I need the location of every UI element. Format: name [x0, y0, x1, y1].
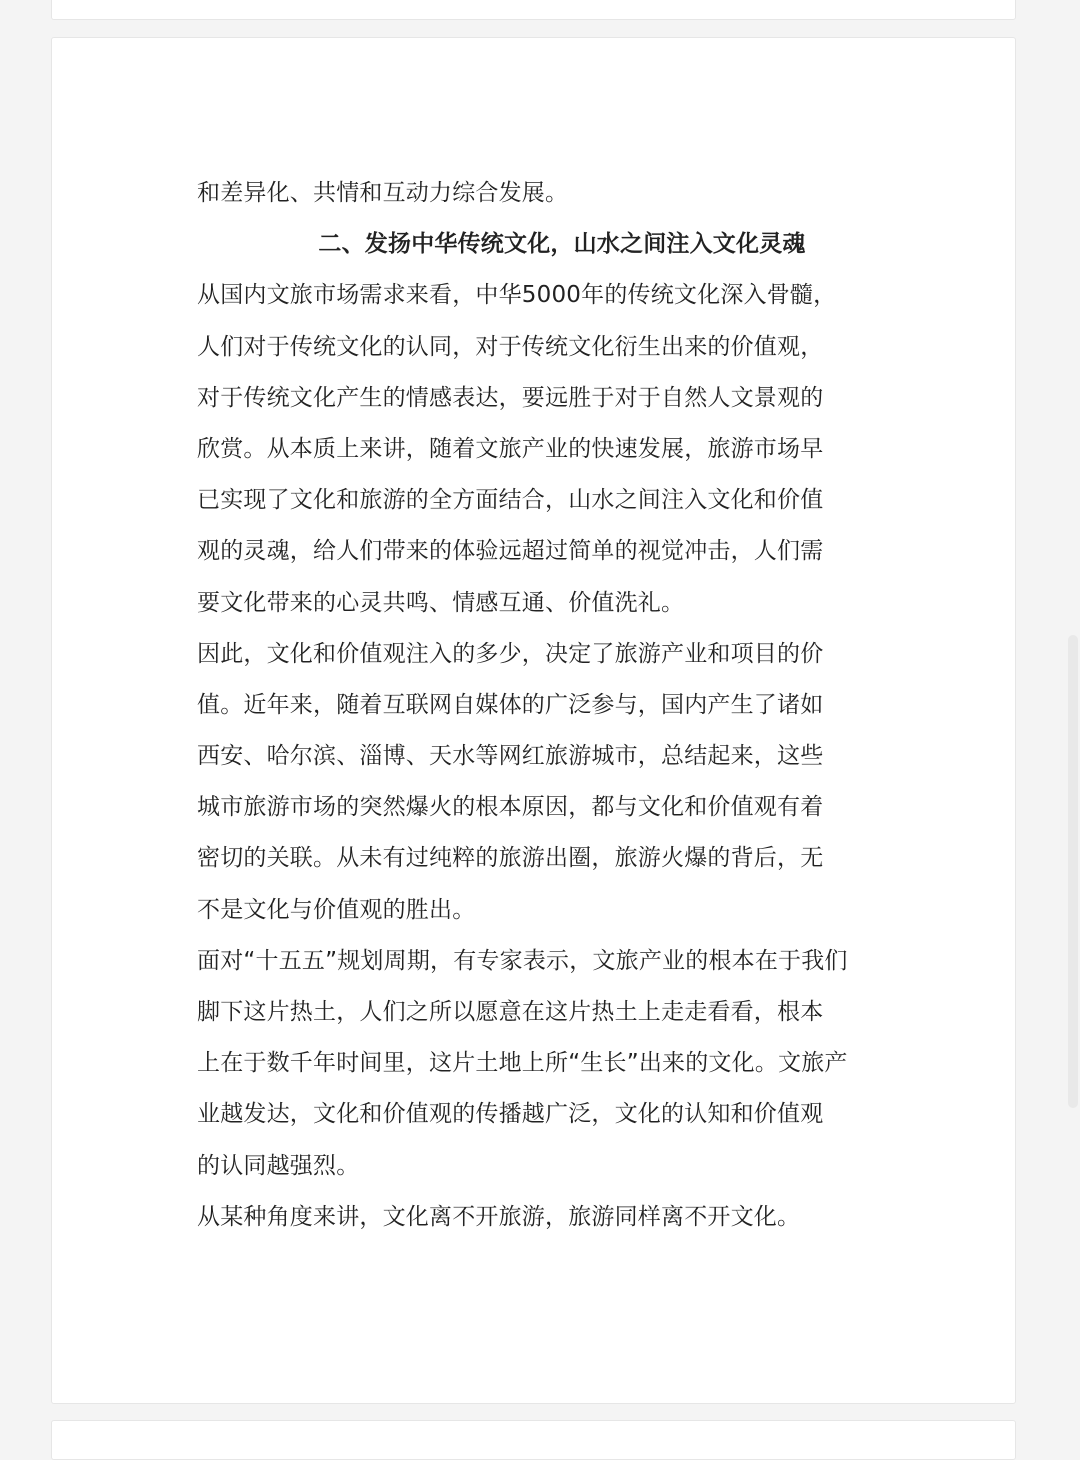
previous-card	[51, 0, 1016, 20]
text-line: 密切的关联。从未有过纯粹的旅游出圈，旅游火爆的背后，无	[197, 845, 824, 872]
article-card	[51, 37, 1016, 1404]
paragraph	[197, 629, 897, 936]
text-line: 不是文化与价值观的胜出。	[197, 896, 476, 923]
paragraph	[197, 168, 897, 219]
paragraph	[197, 936, 897, 1192]
text-line: 业越发达，文化和价值观的传播越广泛，文化的认知和价值观	[197, 1101, 824, 1128]
scrollbar[interactable]	[1068, 635, 1078, 1108]
text-line: 欣赏。从本质上来讲，随着文旅产业的快速发展，旅游市场早	[197, 435, 824, 462]
text-line: 对于传统文化产生的情感表达，要远胜于对于自然人文景观的	[197, 384, 824, 411]
section-heading	[197, 219, 897, 270]
text-line: 要文化带来的心灵共鸣、情感互通、价值洗礼。	[197, 589, 685, 616]
text-line: 从某种角度来讲，文化离不开旅游，旅游同样离不开文化。	[197, 1203, 801, 1230]
section-heading-text: 二、发扬中华传统文化，山水之间注入文化灵魂	[318, 231, 806, 258]
text-line: 城市旅游市场的突然爆火的根本原因，都与文化和价值观有着	[197, 794, 824, 821]
text-line: 面对“十五五”规划周期，有专家表示，文旅产业的根本在于我们	[197, 947, 848, 974]
text-line: 从国内文旅市场需求来看，中华5000年的传统文化深入骨髓，	[197, 282, 837, 309]
paragraph	[197, 270, 897, 628]
article-content	[197, 168, 897, 1243]
paragraph	[197, 1192, 897, 1243]
text-line: 脚下这片热土，人们之所以愿意在这片热土上走走看看，根本	[197, 999, 824, 1025]
text-line: 和差异化、共情和互动力综合发展。	[197, 180, 569, 206]
text-line: 因此，文化和价值观注入的多少，决定了旅游产业和项目的价	[197, 640, 824, 667]
text-line: 已实现了文化和旅游的全方面结合，山水之间注入文化和价值	[197, 487, 824, 514]
text-line: 上在于数千年时间里，这片土地上所“生长”出来的文化。文旅产	[197, 1050, 848, 1077]
text-line: 西安、哈尔滨、淄博、天水等网红旅游城市，总结起来，这些	[197, 743, 824, 770]
text-line: 的认同越强烈。	[197, 1152, 360, 1179]
text-line: 观的灵魂，给人们带来的体验远超过简单的视觉冲击，人们需	[197, 538, 824, 565]
next-card	[51, 1420, 1016, 1460]
text-line: 值。近年来，随着互联网自媒体的广泛参与，国内产生了诸如	[197, 691, 824, 718]
text-line: 人们对于传统文化的认同，对于传统文化衍生出来的价值观，	[197, 333, 824, 360]
